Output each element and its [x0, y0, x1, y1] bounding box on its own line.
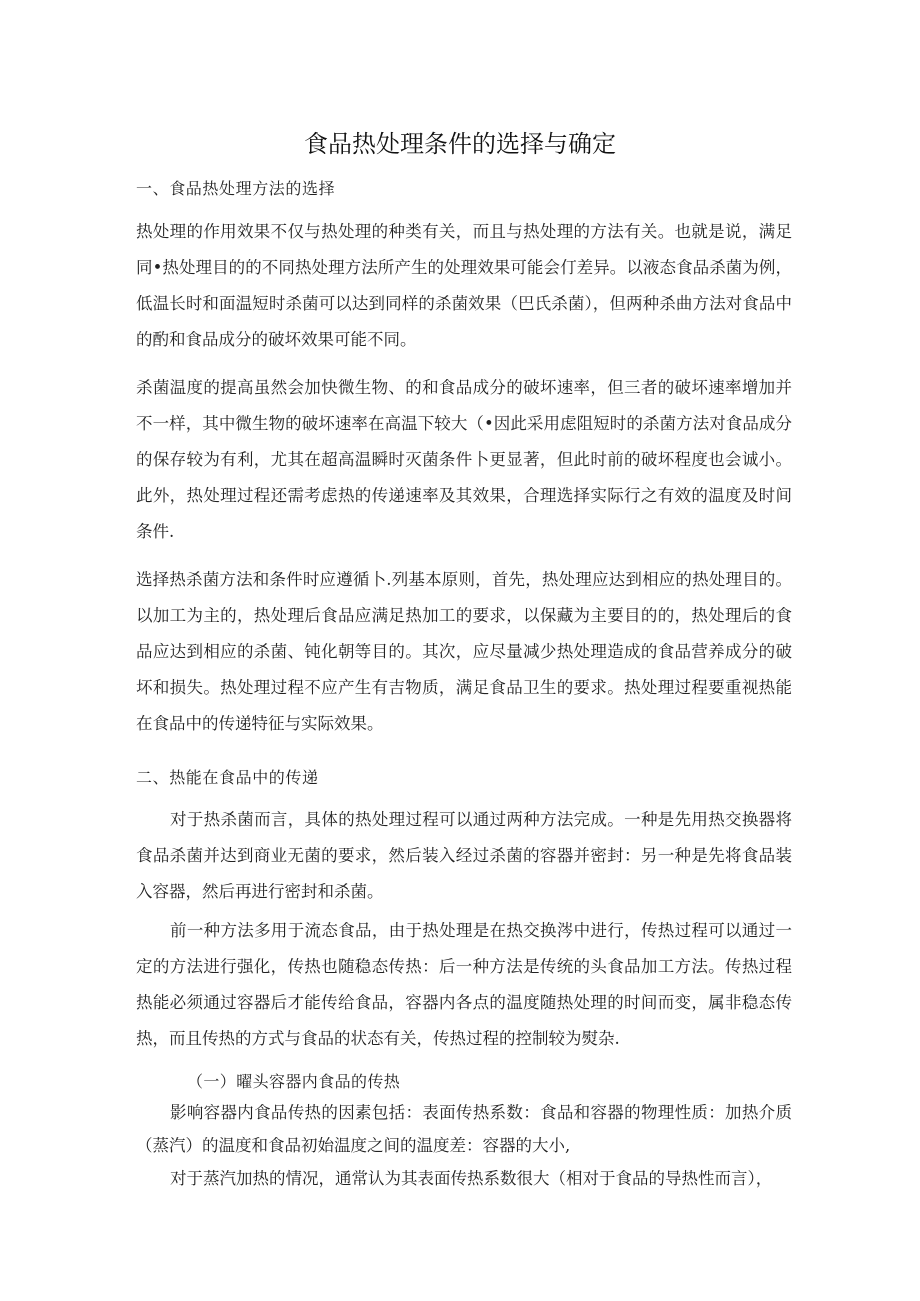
paragraph: 杀菌温度的提高虽然会加快微生物、的和食品成分的破坏速率，但三者的破坏速率增加并不一样，其中微生物的破坏速率在高温下较大（•因此采用虑阻短时的杀菌方法对食品成分的保存较为有利，尤其在超高温瞬时灭菌条件卜更显著，但此时前的破坏程度也会诚小。此外，热处理过程还需考虑热的传递速率及其效果，合理选择实际行之有效的温度及时间条件. [136, 378, 792, 541]
page-title: 食品热处理条件的选择与确定 [304, 130, 616, 158]
section-heading-1: 一、食品热处理方法的选择 [136, 179, 336, 198]
paragraph: 对于蒸汽加热的情况，通常认为其表面传热系数很大（相对于食品的导热性而言）， [170, 1169, 773, 1188]
section-heading-2: 二、热能在食品中的传递 [136, 768, 319, 787]
subsection-heading: （一）曜头容器内食品的传热 [187, 1072, 401, 1091]
paragraph: 热处理的作用效果不仅与热处理的种类有关，而且与热处理的方法有关。也就是说，满足同•热处理目的的不同热处理方法所产生的处理效果可能会仃差异。以液态食品杀菌为例，低温长时和面温短时杀菌可以达到同样的杀菌效果（巴氏杀菌），但两种杀曲方法对食品中的酌和食品成分的破坏效果可能不同。 [136, 222, 792, 349]
paragraph: 影响容器内食品传热的因素包括：表面传热系数：食品和容器的物理性质：加热介质（蒸汽）的温度和食品初始温度之间的温度差：容器的大小, [136, 1103, 792, 1155]
paragraph: 对于热杀菌而言，具体的热处理过程可以通过两种方法完成。一种是先用热交换器将食品杀菌并达到商业无菌的要求，然后装入经过杀菌的容器并密封：另一种是先将食品装入容器，然后再进行密封和杀菌。 [136, 810, 792, 901]
paragraph: 选择热杀菌方法和条件时应遵循卜.列基本原则，首先，热处理应达到相应的热处理目的。以加工为主的，热处理后食品应满足热加工的要求，以保藏为主要目的的，热处理后的食品应达到相应的杀菌、钝化朝等目的。其次，应尽量减少热处理造成的食品营养成分的破坏和损失。热处理过程不应产生有吉物质，满足食品卫生的要求。热处理过程要重视热能在食品中的传递特征与实际效果。 [136, 570, 792, 733]
paragraph: 前一种方法多用于流态食品，由于热处理是在热交换涔中进行，传热过程可以通过一定的方法进行强化，传热也随稳态传热：后一种方法是传统的头食品加工方法。传热过程热能必须通过容器后才能传给食品，容器内各点的温度随热处理的时间而变，属非稳态传热，而且传热的方式与食品的状态有关，传热过程的控制较为熨杂. [136, 921, 792, 1048]
